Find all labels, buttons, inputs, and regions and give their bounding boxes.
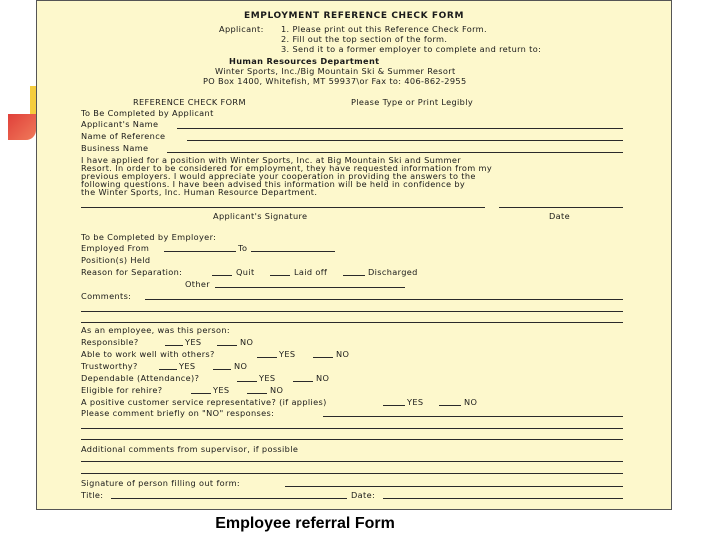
dependable-no-line	[293, 381, 313, 382]
statement-line-5: the Winter Sports, Inc. Human Resource Department.	[81, 187, 318, 197]
instruction-step-2: 2. Fill out the top section of the form.	[281, 34, 448, 44]
business-name-label: Business Name	[81, 143, 149, 153]
comments-label: Comments:	[81, 291, 132, 301]
explain-no-line-2	[81, 428, 623, 429]
by-employer-heading: To be Completed by Employer:	[81, 232, 217, 242]
applicants-name-line	[177, 128, 623, 129]
other-line	[215, 287, 405, 288]
customer-service-question: A positive customer service representative? (if applies)	[81, 397, 327, 407]
rehire-question: Eligible for rehire?	[81, 385, 163, 395]
explain-no-line-1	[323, 416, 623, 417]
trustworthy-no: NO	[234, 361, 248, 371]
name-of-reference-line	[187, 140, 623, 141]
laid-off-line	[270, 275, 290, 276]
employed-to-line	[251, 251, 335, 252]
customer-service-yes-line	[383, 405, 405, 406]
hr-department: Human Resources Department	[229, 56, 380, 66]
company-line: Winter Sports, Inc./Big Mountain Ski & Summer Resort	[215, 66, 456, 76]
responsible-yes-line	[165, 345, 183, 346]
slide-caption: Employee referral Form	[215, 515, 395, 532]
applicant-signature-line	[81, 207, 485, 208]
additional-comments-label: Additional comments from supervisor, if possible	[81, 444, 299, 454]
employed-from-line	[164, 251, 236, 252]
name-of-reference-label: Name of Reference	[81, 131, 166, 141]
dependable-yes: YES	[259, 373, 276, 383]
quit-line	[212, 275, 232, 276]
by-applicant-heading: To Be Completed by Applicant	[81, 108, 214, 118]
signature-date-label: Date:	[351, 490, 376, 500]
applicants-signature-label: Applicant's Signature	[213, 211, 308, 221]
signature-person-label: Signature of person filling out form:	[81, 478, 241, 488]
work-well-yes: YES	[279, 349, 296, 359]
customer-service-yes: YES	[407, 397, 424, 407]
dependable-yes-line	[237, 381, 257, 382]
instruction-step-1: 1. Please print out this Reference Check Form.	[281, 24, 487, 34]
quit-option: Quit	[236, 267, 255, 277]
dependable-question: Dependable (Attendance)?	[81, 373, 200, 383]
trustworthy-yes: YES	[179, 361, 196, 371]
applicants-name-label: Applicant's Name	[81, 119, 159, 129]
positions-held-label: Position(s) Held	[81, 255, 151, 265]
business-name-line	[167, 152, 623, 153]
responsible-no-line	[217, 345, 237, 346]
reason-separation-label: Reason for Separation:	[81, 267, 183, 277]
statement-line-3: previous employers. I would appreciate your cooperation in providing the answers to the	[81, 171, 476, 181]
responsible-yes: YES	[185, 337, 202, 347]
section-title: REFERENCE CHECK FORM	[133, 97, 246, 107]
explain-no-line-3	[81, 439, 623, 440]
work-well-question: Able to work well with others?	[81, 349, 215, 359]
trustworthy-question: Trustworthy?	[81, 361, 138, 371]
date-label: Date	[549, 211, 570, 221]
laid-off-option: Laid off	[294, 267, 328, 277]
responsible-no: NO	[240, 337, 254, 347]
work-well-no: NO	[336, 349, 350, 359]
responsible-question: Responsible?	[81, 337, 139, 347]
comments-line-1	[145, 299, 623, 300]
rehire-no-line	[247, 393, 267, 394]
work-well-yes-line	[257, 357, 277, 358]
trustworthy-yes-line	[159, 369, 177, 370]
form-title: EMPLOYMENT REFERENCE CHECK FORM	[243, 11, 465, 21]
customer-service-no: NO	[464, 397, 478, 407]
discharged-option: Discharged	[368, 267, 418, 277]
rehire-no: NO	[270, 385, 284, 395]
address-line: PO Box 1400, Whitefish, MT 59937\or Fax to: 406-862-2955	[203, 76, 467, 86]
customer-service-no-line	[439, 405, 461, 406]
statement-line-2: Resort. In order to be considered for employment, they have requested information from my	[81, 163, 493, 173]
explain-no-label: Please comment briefly on "NO" responses:	[81, 408, 275, 418]
signature-date-line	[383, 498, 623, 499]
additional-comments-line-2	[81, 473, 623, 474]
statement-line-1: I have applied for a position with Winter Sports, Inc. at Big Mountain Ski and Summer	[81, 155, 461, 165]
instruction-step-3: 3. Send it to a former employer to complete and return to:	[281, 44, 542, 54]
work-well-no-line	[313, 357, 333, 358]
applicant-label: Applicant:	[219, 24, 264, 34]
rehire-yes-line	[191, 393, 211, 394]
dependable-no: NO	[316, 373, 330, 383]
trustworthy-no-line	[213, 369, 231, 370]
title-line	[111, 498, 347, 499]
additional-comments-line-1	[81, 461, 623, 462]
comments-line-2	[81, 311, 623, 312]
slide-accent-shape	[8, 114, 36, 140]
rehire-yes: YES	[213, 385, 230, 395]
signature-person-line	[285, 486, 623, 487]
statement-line-4: following questions. I have been advised this information will be held in confidence by	[81, 179, 466, 189]
applicant-date-line	[499, 207, 623, 208]
reference-check-form-image	[36, 0, 672, 510]
employed-from-label: Employed From	[81, 243, 150, 253]
employed-to-label: To	[238, 243, 248, 253]
as-employee-heading: As an employee, was this person:	[81, 325, 231, 335]
title-label: Title:	[81, 490, 104, 500]
print-note: Please Type or Print Legibly	[351, 97, 474, 107]
comments-line-3	[81, 322, 623, 323]
other-option: Other	[185, 279, 210, 289]
discharged-line	[343, 275, 365, 276]
